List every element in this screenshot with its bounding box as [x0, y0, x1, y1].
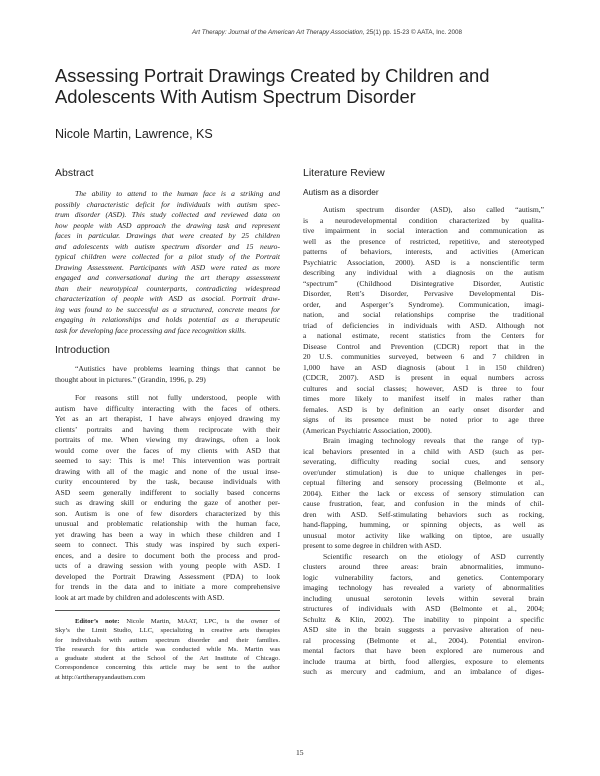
literature-review-heading: Literature Review	[303, 167, 385, 179]
review-line: including unusual serotonin levels within several brain	[303, 593, 544, 603]
note-label: Editor’s note:	[75, 618, 120, 625]
intro-line: clients’ portraits and having them reciprocate with their	[55, 424, 280, 434]
review-line: Psychiatric Association, 2000). ASD is a nonscientific term	[303, 257, 544, 267]
abstract-line: trum disorder (ASD). This study collected and reviewed data on	[55, 210, 280, 219]
intro-line: yet drawing has been a way in which these children and I	[55, 529, 280, 539]
introduction-heading: Introduction	[55, 344, 110, 356]
abstract-line: and adolescents with autism spectrum disorder and 15 neuro-	[55, 241, 280, 251]
review-line: Disorder, Rett’s Disorder, Pervasive Developmental Dis-	[303, 289, 544, 298]
review-line: nation, and social relationships comprise the traditional	[303, 310, 544, 319]
abstract-heading: Abstract	[55, 167, 94, 179]
review-line: ical behaviors presented in a child with ASD (such as per-	[303, 446, 544, 456]
note-line: a graduate student at the School of the Art Institute of Chicago.	[55, 655, 280, 663]
review-line: well as the presence of restricted, repetitive, and stereotyped	[303, 236, 544, 246]
footnote-rule	[55, 610, 280, 611]
intro-line: son. Autism is one of few disorders characterized by this	[55, 508, 280, 518]
note-first-line: Nicole Martin, MAAT, LPC, is the owner of	[119, 618, 280, 625]
review-line: include trauma at birth, food allergies, exposure to elements	[303, 656, 544, 666]
review-line: 2004). Either the lack or excess of sensory stimulation can	[303, 488, 544, 498]
review-line: 20 U.S. communities surveyed, between 6 and 7 children in	[303, 352, 544, 361]
review-line: times more likely to manifest itself in males rather than	[303, 394, 544, 403]
autism-subheading: Autism as a disorder	[303, 187, 379, 197]
review-line: Disease Control and Prevention (CDCR) report that in the	[303, 341, 544, 351]
review-line: such as mercury and cadmium, and an imbalance of diges-	[303, 667, 544, 676]
quote-line: “Autistics have problems learning things that cannot be	[75, 364, 280, 373]
abstract-line: engaging in relationships and holds potential as a therapeutic	[55, 315, 280, 324]
review-line: (CDCR, 2007). ASD is present in equal numbers across	[303, 373, 544, 382]
abstract-line: engaged and conversational during the art therapy assessment	[55, 273, 280, 282]
title-line: Adolescents With Autism Spectrum Disorder	[55, 85, 416, 107]
review-line: Schultz & Klin, 2002). The inability to pinpoint a specific	[303, 614, 544, 624]
review-line: signs of its presence must be noted prior to age three	[303, 415, 544, 424]
intro-line: unusual and problematic relationship with the human face,	[55, 519, 280, 528]
left-column	[55, 167, 280, 682]
review-line: ceptual filtering and sensory processing (Belmonte et al.,	[303, 478, 544, 487]
abstract-line: task for developing face processing and face recognition skills.	[55, 325, 247, 335]
epigraph-quote	[55, 364, 280, 385]
editors-note	[55, 617, 280, 682]
intro-line: For reasons still not fully understood, people with	[75, 393, 280, 402]
intro-line: ences, and a desire to document both the process and prod-	[55, 550, 280, 560]
review-line: ASD site in the brain suggests a pervasive alteration of neu-	[303, 625, 544, 634]
review-line: “spectrum” (Childhood Disintegrative Disorder, Autistic	[303, 278, 544, 288]
review-line: logic vulnerability factors, and genetics. Contemporary	[303, 572, 544, 582]
intro-line: for trends in the data and to initiate a more comprehensive	[55, 582, 280, 591]
quote-line: thought about in pictures.” (Grandin, 1996, p. 29)	[55, 374, 206, 384]
literature-review-body	[303, 205, 544, 678]
note-line: for individuals with autism spectrum disorder and their families.	[55, 636, 280, 644]
abstract-body	[55, 189, 280, 336]
review-line: clusters around three areas: brain abnormalities, immuno-	[303, 562, 544, 571]
review-line: unusual motor activity like walking on tiptoe, are usually	[303, 530, 544, 540]
review-line: Scientific research on the etiology of ASD currently	[323, 551, 544, 561]
title-line: Assessing Portrait Drawings Created by Children and	[55, 65, 490, 86]
review-line: tive impairment in social interaction and communication as	[303, 226, 544, 235]
review-line: describing any individual with a diagnosis on the autism	[303, 268, 544, 277]
review-line: 1,000 have an ASD diagnosis (about 1 in 150 children)	[303, 362, 544, 372]
intro-line: autism have difficulty interacting with the faces of others.	[55, 403, 280, 413]
review-line: imaging technology has revealed a variety of abnormalities	[303, 583, 544, 592]
intro-line: curity encountered by the task, because individuals with	[55, 477, 280, 486]
review-line: Autism spectrum disorder (ASD), also called “autism,”	[323, 205, 544, 214]
abstract-line: typical children were collected for a pilot study of the Portrait	[55, 252, 280, 261]
abstract-line: how people with ASD approach the drawing task and represent	[55, 220, 280, 230]
review-line: structures of individuals with ASD (Belmonte et al., 2004;	[303, 604, 544, 613]
review-line: is a neurodevelopmental condition characterized by qualita-	[303, 215, 544, 225]
review-line: ral processing (Belmonte et al., 2004). Potential environ-	[303, 635, 544, 645]
review-line: patterns of behaviors, interests, and activities (American	[303, 247, 544, 256]
intro-line: ASD seem generally indifferent to socially based concerns	[55, 487, 280, 497]
review-line: triad of deficiencies in individuals with ASD. Although not	[303, 320, 544, 330]
abstract-line: than their neurotypical counterparts, contradicting widespread	[55, 283, 280, 293]
introduction-body	[55, 393, 280, 603]
note-line: The research for this article was conducted while Ms. Martin was	[55, 645, 280, 653]
intro-line: ucts of a drawing session with young people with ASD. I	[55, 561, 280, 570]
author-line	[55, 127, 213, 141]
abstract-line: possibly characteristic deficit for individuals with autism spec-	[55, 199, 280, 209]
review-line: mental factors that have been explored are numerous and	[303, 646, 544, 655]
article-title	[55, 66, 555, 107]
page-number: 15	[296, 748, 304, 757]
review-line: a national estimate, recent statistics from the Centers for	[303, 331, 544, 340]
author-location: Lawrence, KS	[134, 127, 213, 141]
review-line: order, and Asperger’s Syndrome). Communication, imagi-	[303, 299, 544, 309]
author-name: Nicole Martin,	[55, 127, 132, 141]
review-line: dren with ASD. Self-stimulating behaviors such as rocking,	[303, 509, 544, 519]
abstract-line: Drawing Assessment. Participants with ASD were rated as more	[55, 262, 280, 272]
journal-name: Art Therapy: Journal of the American Art Therapy Association,	[191, 29, 365, 36]
note-line: Sky’s the Limit Studio, LLC, specializing in creative arts therapies	[55, 627, 280, 635]
intro-line: such as drawing skill or enduring the gaze of another per-	[55, 498, 280, 507]
abstract-line: The ability to attend to the human face is a striking and	[75, 189, 280, 198]
intro-line: seem to connect. This study was inspired by such experi-	[55, 540, 280, 549]
review-line: severating, difficulty reading social cues, and sensory	[303, 457, 544, 466]
review-line: over/under stimulation) is due to unique challenges in per-	[303, 467, 544, 477]
note-line: Correspondence concerning this article may be sent to the author	[55, 664, 280, 672]
intro-line: look at art made by children and adolescents with ASD.	[55, 592, 225, 602]
intro-line: seemed to say: This is me! This intervention was portrait	[55, 456, 280, 465]
review-line: cause frustration, fear, and confusion in the minds of chil-	[303, 499, 544, 508]
intro-line: drawing with all of the magic and none of the usual inse-	[55, 466, 280, 476]
review-line: (American Psychiatric Association, 2000).	[303, 425, 432, 435]
note-line	[55, 617, 280, 626]
intro-line: Yet as an art therapist, I have always enjoyed drawing my	[55, 414, 280, 423]
review-line: present to some degree in children with ASD.	[303, 541, 442, 550]
journal-citation: 25(1) pp. 15-23 © AATA, Inc. 2008	[366, 29, 462, 36]
review-line: Brain imaging technology reveals that the range of typ-	[323, 436, 544, 445]
intro-line: portraits of me. When viewing my drawings, often a look	[55, 435, 280, 444]
review-line: cultures and social classes; however, ASD is three to four	[303, 383, 544, 393]
abstract-line: ing was found to be successful as a structured, concrete means for	[55, 304, 280, 314]
abstract-line: faces in particular. Drawings that were created by 25 children	[55, 231, 280, 240]
running-header	[192, 29, 462, 36]
right-column	[303, 167, 544, 678]
review-line: females. ASD is by definition an early onset disorder and	[303, 404, 544, 414]
review-line: hand-flapping, humming, or spinning objects, as well as	[303, 520, 544, 529]
intro-line: developed the Portrait Drawing Assessment (PDA) to look	[55, 571, 280, 581]
abstract-line: characterization of people with ASD as asocial. Portrait draw-	[55, 294, 280, 303]
note-url[interactable]: at http://arttherapyandautism.com	[55, 673, 146, 681]
intro-line: would come over the faces of my clients with ASD that	[55, 445, 280, 455]
